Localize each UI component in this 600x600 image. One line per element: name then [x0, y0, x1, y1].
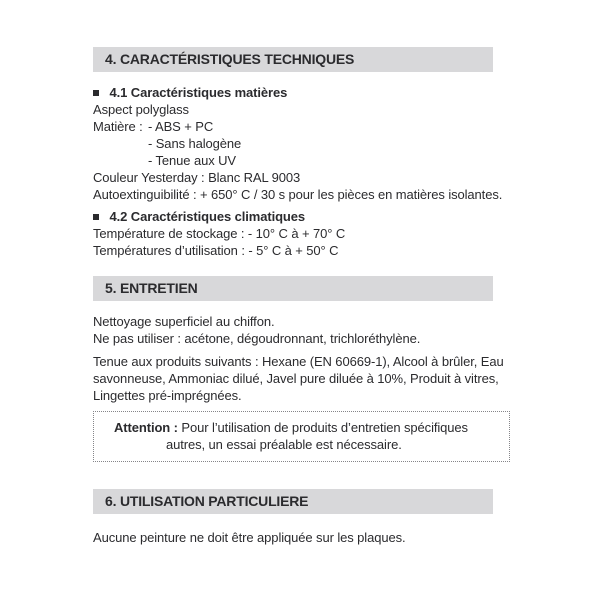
subsection-4-1-title: 4.1 Caractéristiques matières	[109, 85, 288, 100]
attention-label: Attention :	[114, 420, 178, 435]
paragraph-line: savonneuse, Ammoniac dilué, Javel pure diluée à 10%, Produit à vitres,	[93, 371, 499, 386]
couleur-line: Couleur Yesterday : Blanc RAL 9003	[93, 170, 301, 185]
section-header-bar-6	[93, 489, 493, 514]
temperature-utilisation-line: Températures d’utilisation : - 5° C à + 50° C	[93, 243, 339, 258]
section-header-bar-5	[93, 276, 493, 301]
subsection-4-2-heading	[93, 208, 510, 225]
autoextinguibilite-line: Autoextinguibilité : + 650° C / 30 s pour les pièces en matières isolantes.	[93, 187, 503, 202]
matiere-line	[93, 118, 510, 135]
matiere-item: - ABS + PC	[148, 119, 214, 134]
attention-text-1: Pour l’utilisation de produits d’entretien spécifiques	[181, 420, 468, 435]
temperature-stockage-line: Température de stockage : - 10° C à + 70° C	[93, 226, 346, 241]
paragraph-line: Lingettes pré-imprégnées.	[93, 388, 242, 403]
subsection-4-2-title: 4.2 Caractéristiques climatiques	[109, 209, 306, 224]
attention-line-1	[114, 419, 499, 436]
matiere-label: Matière :	[93, 119, 143, 134]
tenue-produits-paragraph	[93, 353, 510, 404]
section-4-title: 4. CARACTÉRISTIQUES TECHNIQUES	[105, 51, 355, 67]
peinture-line: Aucune peinture ne doit être appliquée sur les plaques.	[93, 530, 406, 545]
square-bullet-icon	[93, 90, 99, 96]
page-content	[93, 47, 510, 546]
nettoyage-line: Nettoyage superficiel au chiffon.	[93, 314, 275, 329]
ne-pas-utiliser-line: Ne pas utiliser : acétone, dégoudronnant, trichloréthylène.	[93, 331, 421, 346]
matiere-item: - Sans halogène	[148, 136, 242, 151]
subsection-4-1-heading	[93, 84, 510, 101]
paragraph-line: Tenue aux produits suivants : Hexane (EN 60669-1), Alcool à brûler, Eau	[93, 354, 504, 369]
square-bullet-icon	[93, 214, 99, 220]
aspect-line: Aspect polyglass	[93, 102, 189, 117]
matiere-item: - Tenue aux UV	[148, 153, 236, 168]
attention-box	[93, 411, 510, 462]
section-header-bar-4	[93, 47, 493, 72]
attention-line-2: autres, un essai préalable est nécessaire.	[166, 437, 402, 452]
section-5-title: 5. ENTRETIEN	[105, 280, 198, 296]
section-6-title: 6. UTILISATION PARTICULIERE	[105, 493, 309, 509]
